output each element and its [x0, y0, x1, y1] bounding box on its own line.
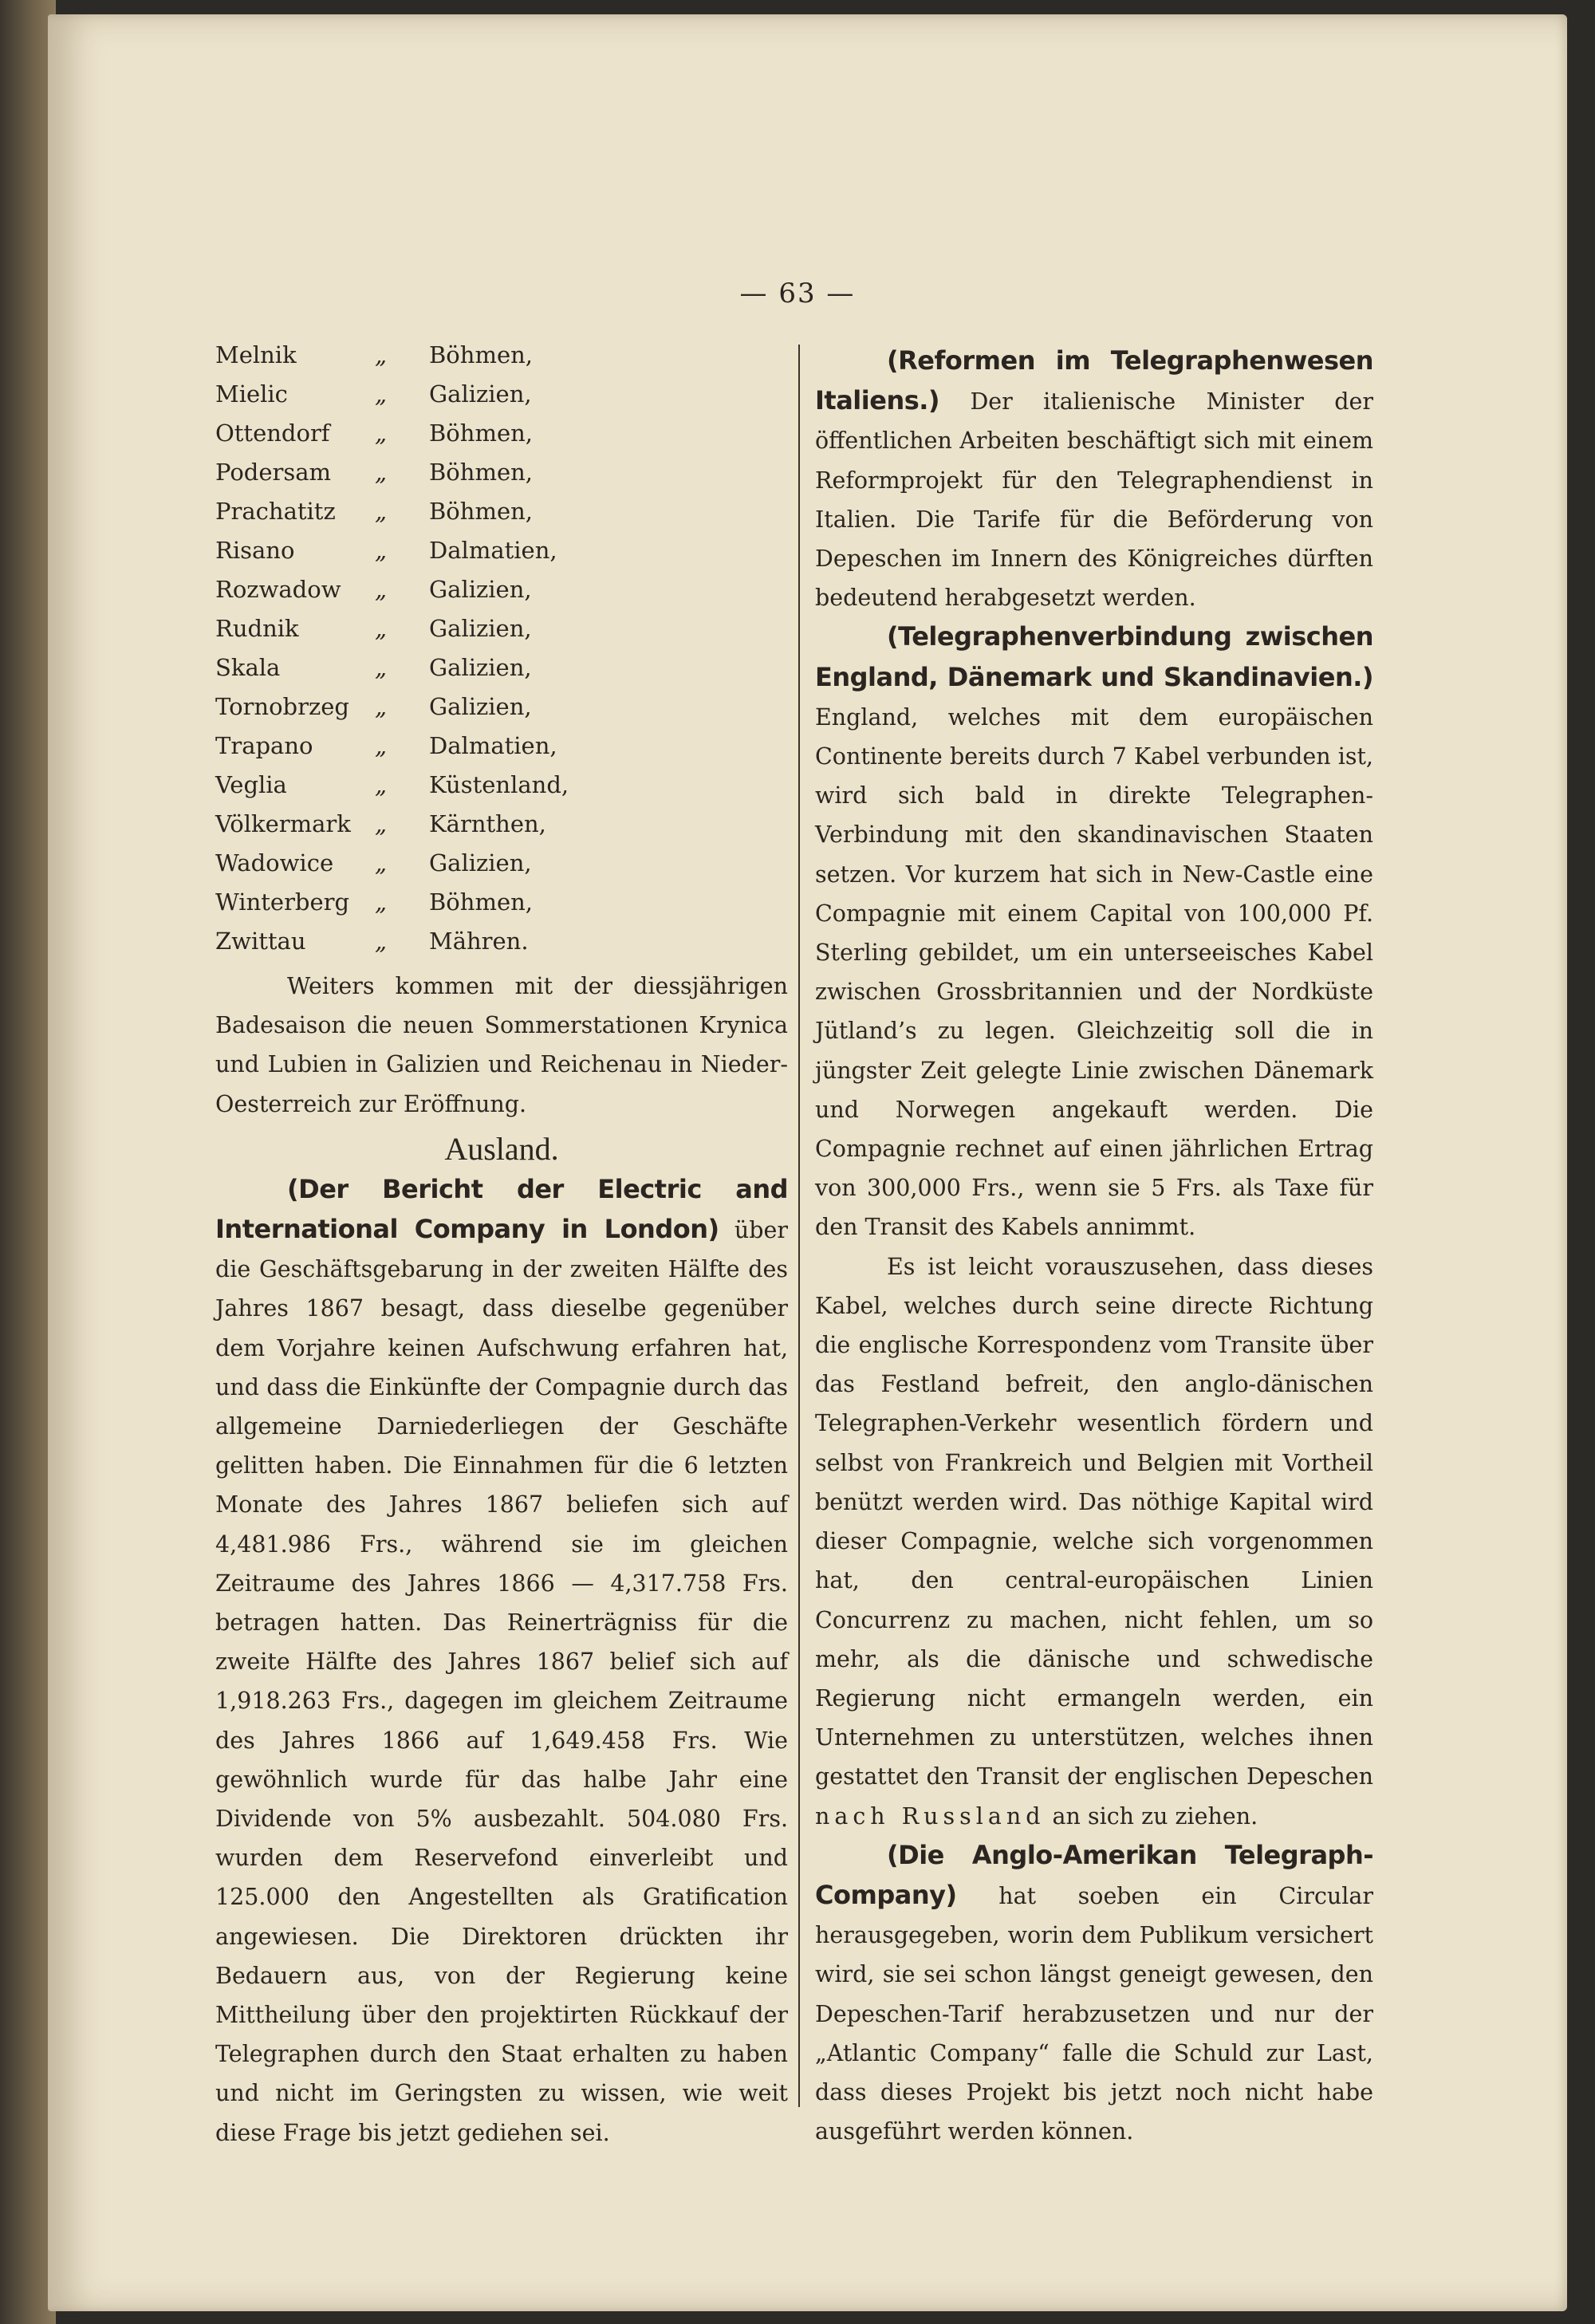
- list-item: [215, 928, 788, 967]
- ausland-heading: Ausland.: [444, 1130, 559, 1167]
- place-name: Ottendorf: [215, 420, 330, 447]
- place-name: Mielic: [215, 380, 288, 408]
- weiters-paragraph: Weiters kommen mit der diessjährigen Badesaison die neuen Sommerstationen Krynica und Lubien in Galizien und Reichenau in Nieder-Oesterreich zur Eröffnung.: [215, 973, 788, 1117]
- ditto-mark: „: [375, 693, 388, 720]
- list-item: [215, 341, 788, 380]
- place-region: Böhmen,: [429, 459, 534, 486]
- list-item: [215, 771, 788, 810]
- place-name: Wadowice: [215, 849, 334, 876]
- ditto-mark: „: [375, 380, 388, 408]
- place-name: Risano: [215, 537, 295, 564]
- ditto-mark: „: [375, 615, 388, 642]
- list-item: [215, 459, 788, 498]
- place-region: Böhmen,: [429, 341, 534, 368]
- place-region: Dalmatien,: [429, 537, 557, 564]
- place-region: Kärnthen,: [429, 810, 546, 837]
- place-region: Galizien,: [429, 380, 532, 408]
- place-name: Veglia: [215, 771, 287, 798]
- place-region: Galizien,: [429, 693, 532, 720]
- place-region: Böhmen,: [429, 498, 534, 525]
- ditto-mark: „: [375, 654, 388, 681]
- bericht-text: über die Geschäftsgebarung in der zweiten Hälfte des Jahres 1867 besagt, dass dieselbe gegenüber dem Vorjahre keinen Aufschwung erfahren hat, und dass die Einkünfte der Compagnie durch das allgemeine Darniederliegen der Geschäfte gelitten haben. Die Einnahmen für die 6 letzten Monate des Jahres 1867 beliefen sich auf 4,481.986 Frs., während sie im gleichen Zeitraume des Jahres 1866 — 4,317.758 Frs. betragen hatten. Das Reinerträgniss für die zweite Hälfte des Jahres 1867 belief sich auf 1,918.263 Frs., dagegen im gleichem Zeitraume des Jahres 1866 auf 1,649.458 Frs. Wie gewöhnlich wurde für das halbe Jahr eine Dividende von 5% ausbezahlt. 504.080 Frs. wurden dem Reservefond einverleibt und 125.000 den Angestellten als Gratification angewiesen. Die Direktoren drückten ihr Bedauern aus, von der Regierung keine Mittheilung über den projektirten Rückkauf der Telegraphen durch den Staat erhalten zu haben und nicht im Geringsten zu wissen, wie weit diese Frage bis jetzt gediehen sei.: [215, 1217, 788, 2146]
- place-name: Völkermark: [215, 810, 351, 837]
- list-item: [215, 693, 788, 732]
- list-item: [215, 498, 788, 537]
- column-divider: [798, 345, 800, 2107]
- place-name: Podersam: [215, 459, 332, 486]
- place-name: Zwittau: [215, 928, 306, 955]
- reformen-text: Der italienische Minister der öffentlichen Arbeiten beschäftigt sich mit einem Reformprojekt für den Telegraphendienst in Italien. Die Tarife für die Beförderung von Depeschen im Innern des Königreiches dürften bedeutend herabgesetzt werden.: [815, 388, 1373, 612]
- place-region: Böhmen,: [429, 420, 534, 447]
- reformen-title: (Reformen im Telegraphenwesen Italiens.): [815, 345, 1373, 416]
- right-column: [815, 341, 1373, 2151]
- place-name: Trapano: [215, 732, 313, 759]
- verbindung-title: (Telegraphenverbindung zwischen England, Dänemark und Skandinavien.): [815, 621, 1373, 692]
- places-list: [215, 341, 788, 967]
- leicht-text: Es ist leicht vorauszusehen, dass dieses Kabel, welches durch seine directe Richtung die englische Korrespondenz vom Transite über das Festland befreit, den anglo-dänischen Telegraphen-Verkehr wesentlich fördern und selbst von Frankreich und Belgien mit Vortheil benützt werden wird. Das nöthige Kapital wird dieser Compagnie, welche sich vorgenommen hat, den central-europäischen Linien Concurrenz zu machen, nicht fehlen, um so mehr, als die dänische und schwedische Regierung nicht ermangeln werden, ein Unternehmen zu unterstützen, welches ihnen gestattet den Transit der englischen Depeschen: [815, 1253, 1373, 1790]
- list-item: [215, 888, 788, 928]
- place-region: Galizien,: [429, 654, 532, 681]
- list-item: [215, 615, 788, 654]
- ditto-mark: „: [375, 928, 388, 955]
- list-item: [215, 849, 788, 888]
- ditto-mark: „: [375, 732, 388, 759]
- bericht-paragraph: [215, 1170, 788, 2153]
- left-column: [215, 341, 788, 2153]
- place-name: Prachatitz: [215, 498, 336, 525]
- ditto-mark: „: [375, 888, 388, 916]
- list-item: [215, 732, 788, 771]
- place-name: Skala: [215, 654, 281, 681]
- place-name: Melnik: [215, 341, 297, 368]
- bericht-title: (Der Bericht der Electric and International Company in London): [215, 1173, 788, 1245]
- list-item: [215, 654, 788, 693]
- place-region: Galizien,: [429, 615, 532, 642]
- verbindung-text: England, welches mit dem europäischen Continente bereits durch 7 Kabel verbunden ist, wird sich bald in direkte Telegraphen-Verbindung mit den skandinavischen Staaten setzen. Vor kurzem hat sich in New-Castle eine Compagnie mit einem Capital von 100,000 Pf. Sterling gebildet, um ein unterseeisches Kabel zwischen Grossbritannien und der Nordküste Jütland’s zu legen. Gleichzeitig soll die in jüngster Zeit gelegte Linie zwischen Dänemark und Norwegen angekauft werden. Die Compagnie rechnet auf einen jährlichen Ertrag von 300,000 Frs., wenn sie 5 Frs. als Taxe für den Transit des Kabels annimmt.: [815, 703, 1373, 1241]
- place-name: Winterberg: [215, 888, 350, 916]
- ditto-mark: „: [375, 849, 388, 876]
- ditto-mark: „: [375, 810, 388, 837]
- place-region: Mähren.: [429, 928, 529, 955]
- anglo-text: hat soeben ein Circular herausgegeben, worin dem Publikum versichert wird, sie sei schon längst geneigt gewesen, den Depeschen-Tarif herabzusetzen und nur der „Atlantic Company“ falle die Schuld zur Last, dass dieses Projekt bis jetzt noch nicht habe ausgeführt werden können.: [815, 1882, 1373, 2145]
- anglo-title: (Die Anglo-Amerikan Telegraph-Company): [815, 1839, 1373, 1910]
- ditto-mark: „: [375, 420, 388, 447]
- leicht-spaced-text: nach Russland: [815, 1802, 1046, 1830]
- place-name: Tornobrzeg: [215, 693, 349, 720]
- place-region: Dalmatien,: [429, 732, 557, 759]
- leicht-end-text: an sich zu ziehen.: [1045, 1802, 1258, 1830]
- leicht-paragraph: [815, 1247, 1373, 1836]
- place-name: Rozwadow: [215, 576, 341, 603]
- page-number: — 63 —: [739, 278, 856, 309]
- ditto-mark: „: [375, 576, 388, 603]
- list-item: [215, 380, 788, 420]
- list-item: [215, 576, 788, 615]
- place-region: Galizien,: [429, 576, 532, 603]
- ditto-mark: „: [375, 459, 388, 486]
- list-item: [215, 810, 788, 849]
- list-item: [215, 537, 788, 576]
- ditto-mark: „: [375, 537, 388, 564]
- list-item: [215, 420, 788, 459]
- reformen-paragraph: [815, 341, 1373, 617]
- verbindung-paragraph: [815, 617, 1373, 1247]
- ditto-mark: „: [375, 498, 388, 525]
- place-region: Böhmen,: [429, 888, 534, 916]
- place-name: Rudnik: [215, 615, 299, 642]
- place-region: Galizien,: [429, 849, 532, 876]
- ditto-mark: „: [375, 341, 388, 368]
- place-region: Küstenland,: [429, 771, 569, 798]
- anglo-paragraph: [815, 1836, 1373, 2152]
- ditto-mark: „: [375, 771, 388, 798]
